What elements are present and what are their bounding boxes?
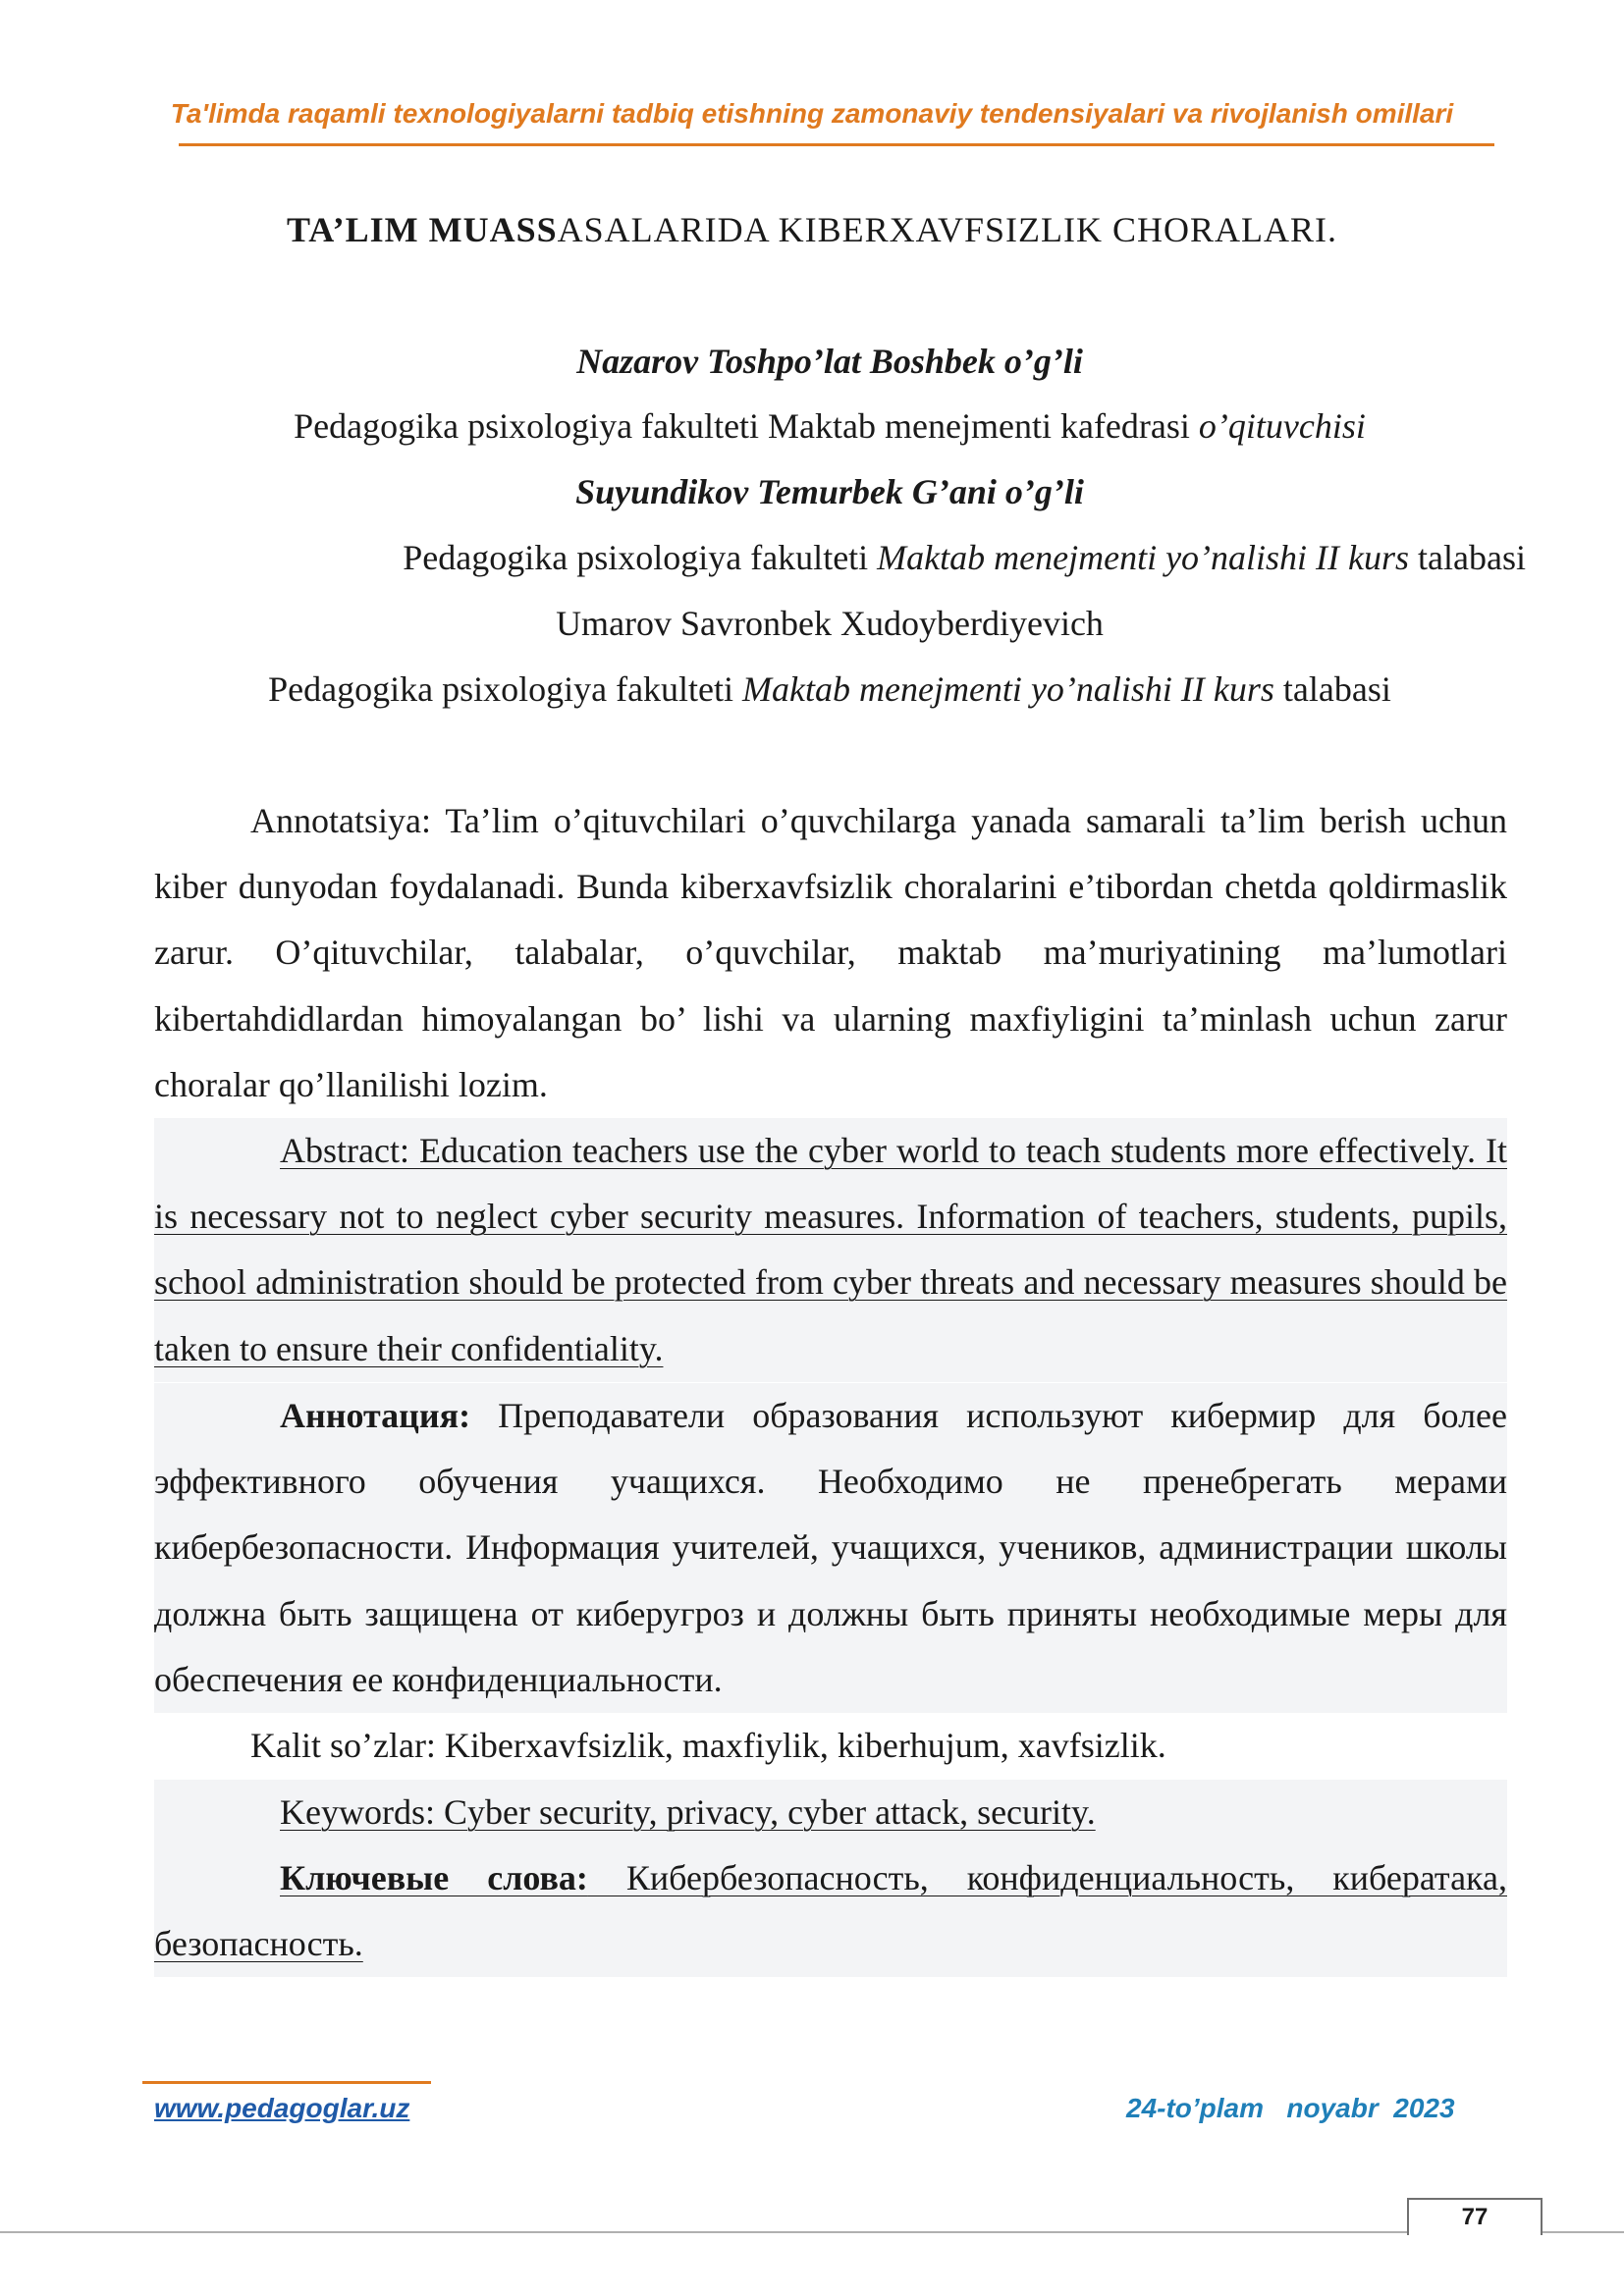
page-number: 77 <box>1407 2198 1543 2235</box>
header-rule <box>179 143 1494 146</box>
author-name-2: Suyundikov Temurbek G’ani o’g’li <box>575 472 1084 511</box>
affiliation-text: Pedagogika psixologiya fakulteti Maktab menejmenti kafedrasi <box>294 406 1199 446</box>
author-affiliation-2 <box>0 536 1526 579</box>
russian-annotation-label: Аннотация: <box>280 1396 471 1435</box>
annotatsiya-paragraph: Annotatsiya: Ta’lim o’qituvchilari o’quvchilarga yanada samarali ta’lim berish uchun kiber dunyodan foydalanadi. Bunda kiberxavfsizlik choralarini e’tibordan chetda qoldirmaslik zarur. O’qituvchilar, talabalar, o’quvchilar, maktab ma’muriyatining ma’lumotlari kibertahdidlardan himoyalangan bo’ lishi va ularning maxfiyligini ta’minlash uchun zarur choralar qo’llanilishi lozim. <box>154 801 1507 1104</box>
website-link[interactable]: www.pedagoglar.uz <box>154 2093 410 2123</box>
affiliation-program: Maktab menejmenti yo’nalishi II kurs <box>742 669 1274 709</box>
russian-annotation-text: Преподаватели образования используют кибермир для более эффективного обучения учащихся. Необходимо не пренебрегать мерами кибербезопасности. Информация учителей, учащихся, учеников, администрации школы должна быть защищена от киберугроз и должны быть приняты необходимые меры для обеспечения ее конфиденциальности. <box>154 1396 1507 1699</box>
abstract-paragraph <box>154 1118 1507 1382</box>
keywords-ru-text <box>154 1858 1507 1963</box>
keywords-ru-list: Кибербезопасность, конфиденциальность, кибератака, безопасность. <box>154 1858 1507 1964</box>
affiliation-text: Pedagogika psixologiya fakulteti <box>268 669 743 709</box>
keywords-en <box>154 1780 1507 1845</box>
author-name-3: Umarov Savronbek Xudoyberdiyevich <box>556 604 1104 643</box>
author-affiliation-1 <box>0 404 1624 448</box>
author-affiliation-3 <box>0 667 1624 711</box>
keywords-ru-label: Ключевые слова: <box>280 1858 588 1897</box>
bottom-rule <box>0 2231 1624 2233</box>
affiliation-tail: talabasi <box>1409 538 1526 577</box>
author-name-1: Nazarov Toshpo’lat Boshbek o’g’li <box>576 342 1083 381</box>
title-rest: ASALARIDA KIBERXAVFSIZLIK CHORALARI. <box>557 210 1338 249</box>
keywords-ru <box>154 1845 1507 1977</box>
footer-rule <box>142 2081 431 2084</box>
affiliation-program: Maktab menejmenti yo’nalishi II kurs <box>877 538 1410 577</box>
title-bold-part: TA’LIM MUASS <box>286 210 558 249</box>
affiliation-tail: talabasi <box>1273 669 1391 709</box>
abstract-text: Abstract: Education teachers use the cyber world to teach students more effectively. It is necessary not to neglect cyber security measures. Information of teachers, students, pupils, school administration should be protected from cyber threats and necessary measures should be taken to ensure their confidentiality. <box>154 1131 1507 1368</box>
article-title <box>0 209 1624 250</box>
keywords-en-text: Keywords: Cyber security, privacy, cyber attack, security. <box>280 1792 1096 1832</box>
affiliation-role: o’qituvchisi <box>1198 406 1366 446</box>
keywords-uz: Kalit so’zlar: Kiberxavfsizlik, maxfiylik, kiberhujum, xavfsizlik. <box>250 1726 1166 1765</box>
running-header: Ta'limda raqamli texnologiyalarni tadbiq etishning zamonaviy tendensiyalari va rivojlanish omillari <box>170 98 1454 129</box>
russian-annotation-paragraph <box>154 1383 1507 1713</box>
issue-info: 24-to’plam noyabr 2023 <box>1126 2093 1455 2123</box>
affiliation-text: Pedagogika psixologiya fakulteti <box>403 538 878 577</box>
